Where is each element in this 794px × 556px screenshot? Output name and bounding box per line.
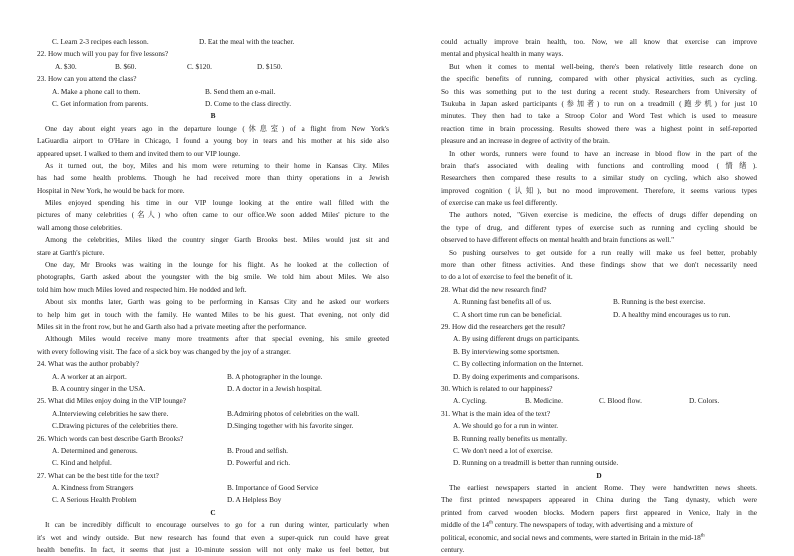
- option-a: A. A worker at an airport.: [52, 371, 127, 381]
- option-a: A. $30.: [55, 61, 77, 71]
- question-26-stem: 26. Which words can best describe Garth Brooks?: [37, 433, 184, 443]
- option-a: A. Make a phone call to them.: [52, 86, 141, 96]
- option-b: B. $60.: [115, 61, 137, 71]
- passage-c-line: health benefits. In fact, it seems that just a 10-minute session will not only make us feel better, but: [37, 545, 389, 555]
- question-29-stem: 29. How did the researchers get the result?: [441, 321, 566, 331]
- option-c: C. Get information from parents.: [52, 98, 149, 108]
- passage-c-line: Tsukuba in Japan asked participants (参加者) to run on a treadmill (跑步机) for just 10: [441, 98, 757, 108]
- option-a: A. We should go for a run in winter.: [453, 421, 559, 431]
- passage-c-line: it's wet and windy outside. But new research has found that even a super-quick run could have great: [37, 532, 389, 542]
- option-a: A.Interviewing celebrities he saw there.: [52, 408, 169, 418]
- question-23-options-cd: [37, 98, 389, 110]
- passage-c-line: improved cognition (认知), but no mood improvement. Therefore, it seems various types: [441, 185, 757, 195]
- superscript: th: [489, 520, 493, 526]
- passage-c-line: reaction time in brain processing. Results showed there was a highest point in self-reported: [441, 123, 757, 133]
- passage-b-line: Miles sit in the front row, but he and Garth also had a private meeting after the performance.: [37, 321, 307, 331]
- question-30-stem: 30. Which is related to our happiness?: [441, 383, 553, 393]
- passage-c-line: could actually improve brain health, too. Now, we all know that exercise can improve: [441, 37, 757, 46]
- option-b: B. Proud and selfish.: [227, 445, 289, 455]
- passage-b-line: Hospital in New York, he would be back for more.: [37, 185, 185, 195]
- question-28-stem: 28. What did the new research find?: [441, 284, 547, 294]
- section-d-heading: D: [596, 470, 602, 480]
- passage-d-text: century. The newspapers of today, with advertising and a mixture of: [492, 520, 694, 530]
- question-24-options-cd: [37, 383, 389, 395]
- right-column: [441, 36, 757, 556]
- question-25-options-ab: [37, 408, 389, 420]
- option-b: B.Admiring photos of celebrities on the wall.: [227, 408, 360, 418]
- passage-b-line: Although Miles would receive many more treatments after that special evening, his smile greeted: [45, 334, 389, 344]
- passage-c-line: pleasure and an increase in degree of activity of the brain.: [441, 136, 610, 146]
- option-c: C. Learn 2-3 recipes each lesson.: [52, 37, 149, 46]
- question-24-options-ab: [37, 371, 389, 383]
- passage-b-line: One day, Mr Brooks was waiting in the lounge for his flight. As he looked at the collection of: [45, 260, 389, 270]
- passage-b-line: Miles enjoyed spending his time in our VIP lounge looking at the entire wall filled with the: [45, 198, 389, 208]
- section-b-heading: B: [210, 111, 216, 121]
- passage-b-line: with every following visit. The face of a sick boy was changed by the joy of a stranger.: [37, 346, 291, 356]
- passage-b-line: photographs, Garth asked about the youngster with the big smile. We told him about Miles. We also: [37, 272, 389, 282]
- passage-d-line: The earliest newspapers started in ancient Rome. They were handwritten news sheets.: [449, 483, 757, 493]
- option-d: D. Powerful and rich.: [227, 458, 291, 468]
- option-a: A. Kindness from Strangers: [52, 483, 134, 493]
- option-b: B. By interviewing some sportsmen.: [453, 346, 560, 356]
- left-column: [37, 36, 389, 556]
- option-b: B. Medicine.: [525, 396, 563, 406]
- question-28-options-ab: [441, 296, 757, 308]
- option-b: B. Importance of Good Service: [227, 483, 319, 493]
- question-25-options-cd: [37, 420, 389, 432]
- option-d: D. A healthy mind encourages us to run.: [613, 309, 731, 319]
- passage-d-line: printed from carved wooden blocks. Modern papers first appeared in Venice, Italy in the: [441, 507, 757, 517]
- passage-c-line: But when it comes to mental well-being, there's been relatively little research done on: [449, 61, 757, 71]
- option-d: D. By doing experiments and comparisons.: [453, 371, 580, 381]
- passage-c-line: observed to have different effects on mental health and brain functions as well.": [441, 235, 675, 245]
- question-25-stem: 25. What did Miles enjoy doing in the VIP lounge?: [37, 396, 187, 406]
- question-26-options-ab: [37, 445, 389, 457]
- option-c: C. A short time run can be beneficial.: [453, 309, 562, 319]
- option-b: B. Send them an e-mail.: [205, 86, 276, 96]
- option-d: D.Singing together with his favorite singer.: [227, 421, 354, 431]
- question-27-options-cd: [37, 494, 389, 506]
- passage-c-line: brain that's associated with dealing with functions and controlling mood (情绪).: [441, 160, 757, 170]
- question-23-stem: 23. How can you attend the class?: [37, 74, 137, 84]
- option-c: C. By collecting information on the Internet.: [453, 359, 584, 369]
- passage-c-line: the type of drug, and different types of exercise such as running and cycling should be: [441, 222, 757, 232]
- passage-c-line: In other words, runners were found to have an increase in blood flow in the part of the: [449, 148, 757, 158]
- option-d: D. Come to the class directly.: [205, 98, 292, 108]
- option-d: D. A doctor in a Jewish hospital.: [227, 383, 322, 393]
- passage-c-line: minutes. They then had to take a Stroop Color and Word Test which is used to measure: [441, 111, 757, 121]
- option-d: D. Eat the meal with the teacher.: [199, 37, 295, 46]
- option-c: C. $120.: [187, 61, 212, 71]
- option-a: A. Running fast benefits all of us.: [453, 297, 552, 307]
- passage-d-line: [441, 532, 757, 544]
- option-c: C. Kind and helpful.: [52, 458, 112, 468]
- passage-d-line: [441, 519, 757, 531]
- passage-c-line: Researchers then compared these results to a similar study on cycling, which also showed: [441, 173, 757, 183]
- section-c-heading: C: [210, 507, 216, 517]
- option-d: D. Colors.: [689, 396, 720, 406]
- option-c: B. A country singer in the USA.: [52, 383, 146, 393]
- option-a: A. By using different drugs on participants.: [453, 334, 580, 344]
- passage-c-line: more than other fitness activities. And these findings show that we don't necessarily need: [441, 260, 757, 270]
- passage-b-line: As it turned out, the boy, Miles and his mom were returning to their home in Kansas City. Miles: [45, 160, 389, 170]
- question-26-options-cd: [37, 457, 389, 469]
- option-b: B. Running really benefits us mentally.: [453, 433, 568, 443]
- passage-b-line: told him how much Miles loved and respected him. He nodded and left.: [37, 284, 247, 294]
- question-27-stem: 27. What can be the best title for the text?: [37, 470, 159, 480]
- passage-b-line: appeared upset. I walked to them and invited them to our VIP lounge.: [37, 148, 241, 158]
- passage-d-line: century.: [441, 545, 465, 555]
- option-b: B. A photographer in the lounge.: [227, 371, 323, 381]
- question-27-options-ab: [37, 482, 389, 494]
- option-c: C.Drawing pictures of the celebrities there.: [52, 421, 178, 431]
- option-c: C. A Serious Health Problem: [52, 495, 137, 505]
- option-a: A. Determined and generous.: [52, 445, 138, 455]
- passage-b-line: pictures of many celebrities (名人) who often came to our office.We soon added Miles' picture to the: [37, 210, 389, 220]
- passage-c-line: to do a lot of exercise to feel the benefit of it.: [441, 272, 573, 282]
- passage-b-line: to help him get in touch with the family. He wanted Miles to be his guest. That evening, not only did: [37, 309, 389, 319]
- options-row: [37, 36, 389, 48]
- option-b: B. Running is the best exercise.: [613, 297, 706, 307]
- passage-b-line: has had some health problems. Though he had received more than thirty operations in a Jewish: [37, 173, 389, 183]
- question-22-options: [37, 61, 389, 73]
- passage-c-line: of exercise can make us feel differently.: [441, 198, 558, 208]
- option-a: A. Cycling.: [453, 396, 487, 406]
- passage-b-line: One day about eight years ago in the departure lounge (休息室) of a flight from New York's: [45, 123, 389, 133]
- passage-d-text: political, economic, and social news and comments, were started in Britain in the mid-18: [441, 532, 701, 542]
- question-28-options-cd: [441, 309, 757, 321]
- passage-c-line: So this was something put to the test during a recent study. Researchers from University of: [441, 86, 757, 96]
- question-30-options: [441, 395, 757, 407]
- passage-b-line: About six months later, Garth was going to be performing in Kansas City and he asked our workers: [45, 297, 389, 307]
- option-c: C. We don't need a lot of exercise.: [453, 445, 553, 455]
- question-31-stem: 31. What is the main idea of the text?: [441, 408, 551, 418]
- passage-c-line: mental and physical health in many ways.: [441, 49, 564, 59]
- passage-b-line: Among the celebrities, Miles liked the country singer Garth Brooks best. Miles would just sit and: [45, 235, 389, 245]
- passage-d-text: middle of the 14: [441, 520, 490, 530]
- passage-c-line: The authors noted, "Given exercise is medicine, the effects of drugs differ depending on: [449, 210, 757, 220]
- option-d: D. A Helpless Boy: [227, 495, 282, 505]
- option-c: C. Blood flow.: [599, 396, 642, 406]
- question-22-stem: 22. How much will you pay for five lessons?: [37, 49, 169, 59]
- passage-c-line: So pushing ourselves to get outside for a run really will make us feel better, probably: [449, 247, 757, 257]
- passage-c-line: It can be incredibly difficult to encourage ourselves to go for a run during winter, particularly when: [45, 520, 389, 530]
- option-d: D. Running on a treadmill is better than running outside.: [453, 458, 619, 468]
- question-24-stem: 24. What was the author probably?: [37, 359, 139, 369]
- passage-d-line: The first printed newspapers appeared in China during the Tang dynasty, which were: [441, 495, 757, 505]
- passage-b-line: LaGuardia airport to O'Hare in Chicago, I found a young boy in tears and his mother at his side also: [37, 136, 389, 146]
- passage-c-line: the specific benefits of running, compared with other physical activities, such as cycling.: [441, 74, 757, 84]
- passage-b-line: stare at Garth's picture.: [37, 247, 105, 257]
- passage-b-line: wall among those celebrities.: [37, 222, 123, 232]
- question-23-options-ab: [37, 86, 389, 98]
- option-d: D. $150.: [257, 61, 283, 71]
- superscript: th: [700, 533, 705, 539]
